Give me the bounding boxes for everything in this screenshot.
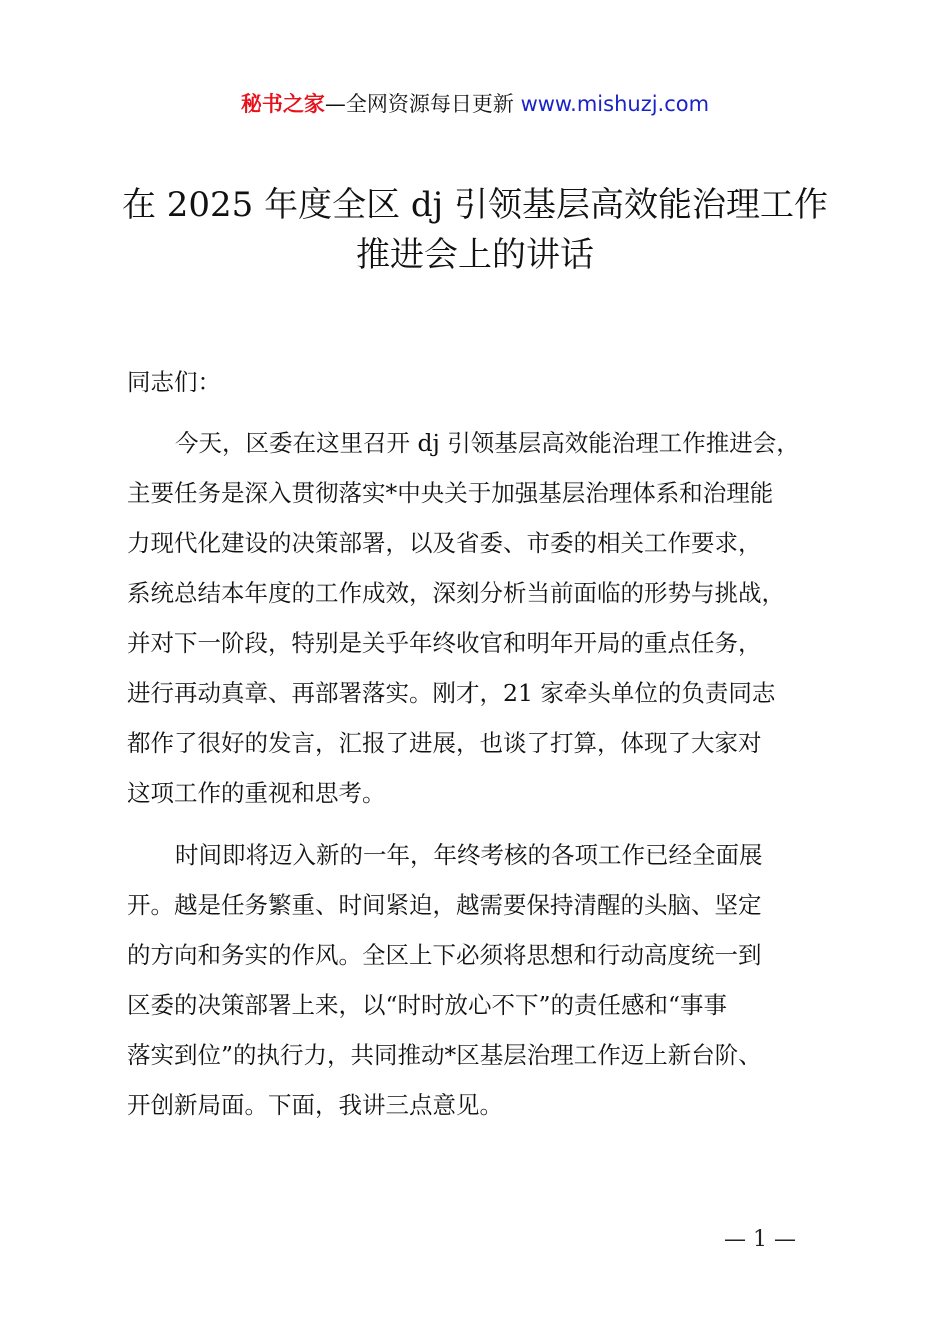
paragraph-line: 这项工作的重视和思考。 (127, 779, 386, 807)
paragraph-line: 时间即将迈入新的一年，年终考核的各项工作已经全面展 (175, 841, 763, 869)
page-number: — 1 — (724, 1227, 796, 1252)
brand-name: 秘书之家 (240, 92, 325, 116)
paragraph-line: 今天，区委在这里召开 dj 引领基层高效能治理工作推进会， (175, 429, 800, 457)
paragraph-line: 的方向和务实的作风。全区上下必须将思想和行动高度统一到 (127, 941, 762, 969)
paragraph-2 (127, 830, 827, 1130)
paragraph-line: 开。越是任务繁重、时间紧迫，越需要保持清醒的头脑、坚定 (127, 891, 762, 919)
paragraph-line: 开创新局面。下面，我讲三点意见。 (127, 1091, 503, 1119)
paragraph-line: 都作了很好的发言，汇报了进展，也谈了打算，体现了大家对 (127, 729, 762, 757)
paragraph-1 (127, 418, 827, 818)
header-tagline: —全网资源每日更新 (324, 92, 521, 116)
paragraph-line: 并对下一阶段，特别是关乎年终收官和明年开局的重点任务， (127, 629, 762, 657)
paragraph-line: 落实到位”的执行力，共同推动*区基层治理工作迈上新台阶、 (127, 1041, 762, 1069)
paragraph-line: 系统总结本年度的工作成效，深刻分析当前面临的形势与挑战， (127, 579, 785, 607)
document-title (60, 180, 890, 280)
title-line-2: 推进会上的讲话 (356, 235, 594, 275)
paragraph-line: 区委的决策部署上来，以“时时放心不下”的责任感和“事事 (127, 991, 728, 1019)
header-banner (0, 86, 950, 122)
paragraph-line: 进行再动真章、再部署落实。刚才，21 家牵头单位的负责同志 (127, 679, 776, 707)
salutation: 同志们： (127, 368, 221, 396)
paragraph-line: 力现代化建设的决策部署，以及省委、市委的相关工作要求， (127, 529, 762, 557)
title-line-1: 在 2025 年度全区 dj 引领基层高效能治理工作 (121, 185, 829, 225)
site-url-link[interactable]: www.mishuzj.com (520, 92, 710, 116)
paragraph-line: 主要任务是深入贯彻落实*中央关于加强基层治理体系和治理能 (127, 479, 774, 507)
